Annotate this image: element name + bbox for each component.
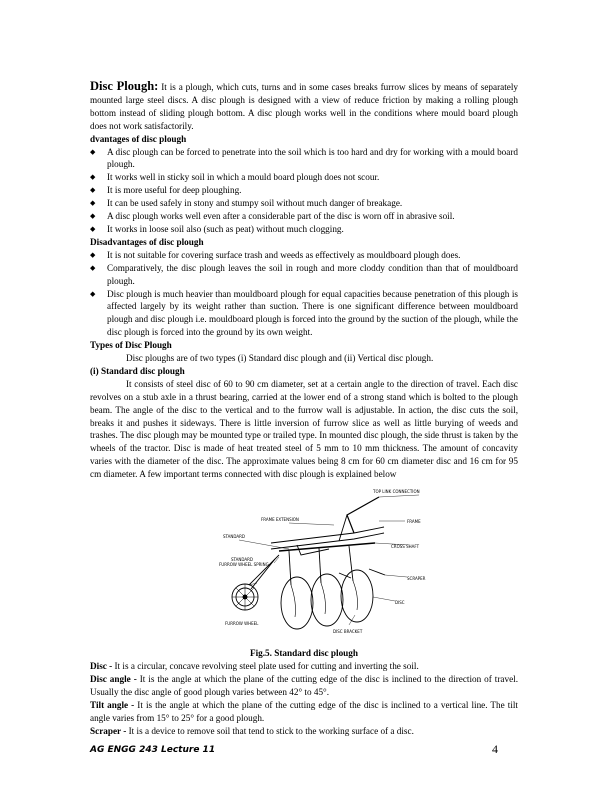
list-item: ◆ A disc plough can be forced to penetrate into the soil which is too hard and dry for working with a mould board plough. (90, 146, 518, 170)
footer-course-label: AG ENGG 243 Lecture 11 (90, 745, 216, 755)
disadvantages-heading: Disadvantages of disc plough (90, 236, 204, 247)
standard-heading: (i) Standard disc plough (90, 365, 185, 376)
diamond-bullet-icon: ◆ (90, 212, 96, 221)
label-disc-bracket: DISC BRACKET (333, 629, 363, 635)
standard-text: It consists of steel disc of 60 to 90 cm diameter, set at a certain angle to the direction of travel. Each disc revolves on a stub axle in a thrust bearing, carried at the lower end of a strong stand which is bolted to the plough beam. The angle of the disc to the vertical and to the furrow wall is adjustable. In action, the disc cuts the soil, breaks it and pushes it sideways. There is little inversion of furrow slice as well as little burying of weeds and trashes. The disc plough may be mounted type or trailed type. In mounted disc plough, the side thrust is taken by the wheels of the tractor. Disc is made of heat treated steel of 5 mm to 10 mm thickness. The amount of concavity varies with the diameter of the disc. The approximate values being 8 cm for 60 cm diameter disc and 16 cm for 95 cm diameter. A few important terms connected with disc plough is explained below (90, 378, 518, 480)
label-furrow-wheel: FURROW WHEEL (225, 621, 259, 627)
diamond-bullet-icon: ◆ (90, 289, 96, 298)
term-disc-angle: Disc angle - It is the angle at which the plane of the cutting edge of the disc is inclined to the direction of travel. Usually the disc angle of good plough varies between 42° to 45°. (90, 673, 519, 697)
page-body (90, 80, 518, 737)
list-item: ◆ Disc plough is much heavier than mouldboard plough for equal capacities because penetration of this plough is affected largely by its weight rather than suction. There is one significant difference between mouldboard plough and disc plough i.e. mouldboard plough is forced into the ground by the suction of the plough, while the disc plough is forced into the ground by its own weight. (90, 288, 518, 338)
label-disc: DISC (395, 600, 405, 606)
advantages-heading: dvantages of disc plough (90, 133, 187, 144)
label-scraper: SCRAPER (407, 576, 426, 582)
disadvantages-list (90, 249, 518, 339)
label-standard-spring: STANDARD (231, 557, 254, 563)
label-frame: FRAME (407, 519, 421, 525)
list-item: ◆ A disc plough works well even after a considerable part of the disc is worn off in abrasive soil. (90, 211, 455, 222)
label-top-link: TOP LINK CONNECTION (373, 489, 420, 495)
label-furrow-wheel-spring: FURROW WHEEL SPRING (219, 562, 269, 568)
term-scraper: Scraper - It is a device to remove soil that tend to stick to the working surface of a disc. (90, 725, 414, 736)
intro-text: It is a plough, which cuts, turns and in some cases breaks furrow slices by means of separately mounted large steel discs. A disc plough is designed with a view of reduce friction by making a rolling plough bottom instead of sliding plough bottom. A disc plough works well in the conditions where mould board plough does not work satisfactorily. (90, 82, 518, 131)
page-number: 4 (492, 742, 498, 756)
diamond-bullet-icon: ◆ (90, 199, 96, 208)
intro-paragraph (90, 80, 518, 133)
disc-plough-figure (179, 485, 429, 645)
types-text: Disc ploughs are of two types (i) Standard disc plough and (ii) Vertical disc plough. (126, 353, 434, 364)
list-item: ◆ It is not suitable for covering surface trash and weeds as effectively as mouldboard plough does. (90, 249, 461, 260)
diamond-bullet-icon: ◆ (90, 173, 96, 182)
diamond-bullet-icon: ◆ (90, 147, 96, 156)
term-tilt-angle: Tilt angle - It is the angle at which the plane of the cutting edge of the disc is inclined to a vertical line. The tilt angle varies from 15° to 25° for a good plough. (90, 699, 518, 723)
label-standard: STANDARD (223, 534, 246, 540)
list-item: ◆ It can be used safely in stony and stumpy soil without much danger of breakage. (90, 198, 403, 209)
term-disc: Disc - It is a circular, concave revolving steel plate used for cutting and inverting the soil. (90, 661, 419, 671)
diamond-bullet-icon: ◆ (90, 250, 96, 259)
types-heading: Types of Disc Plough (90, 340, 172, 351)
diamond-bullet-icon: ◆ (90, 224, 96, 233)
list-item: ◆ Comparatively, the disc plough leaves the soil in rough and more cloddy condition than that of mouldboard plough. (90, 262, 518, 286)
list-item: ◆ It works in loose soil also (such as peat) without much clogging. (90, 223, 344, 234)
label-frame-extension: FRAME EXTENSION (261, 517, 299, 523)
disc-plough-drawing (179, 485, 429, 645)
advantages-list (90, 146, 518, 236)
intro-heading: Disc Plough: (90, 79, 159, 93)
list-item: ◆ It works well in sticky soil in which a mould board plough does not scour. (90, 172, 380, 183)
label-cross-shaft: CROSS SHAFT (391, 544, 420, 550)
list-item: ◆ It is more useful for deep ploughing. (90, 185, 242, 196)
diamond-bullet-icon: ◆ (90, 263, 96, 272)
diamond-bullet-icon: ◆ (90, 186, 96, 195)
figure-caption: Fig.5. Standard disc plough (250, 648, 358, 659)
